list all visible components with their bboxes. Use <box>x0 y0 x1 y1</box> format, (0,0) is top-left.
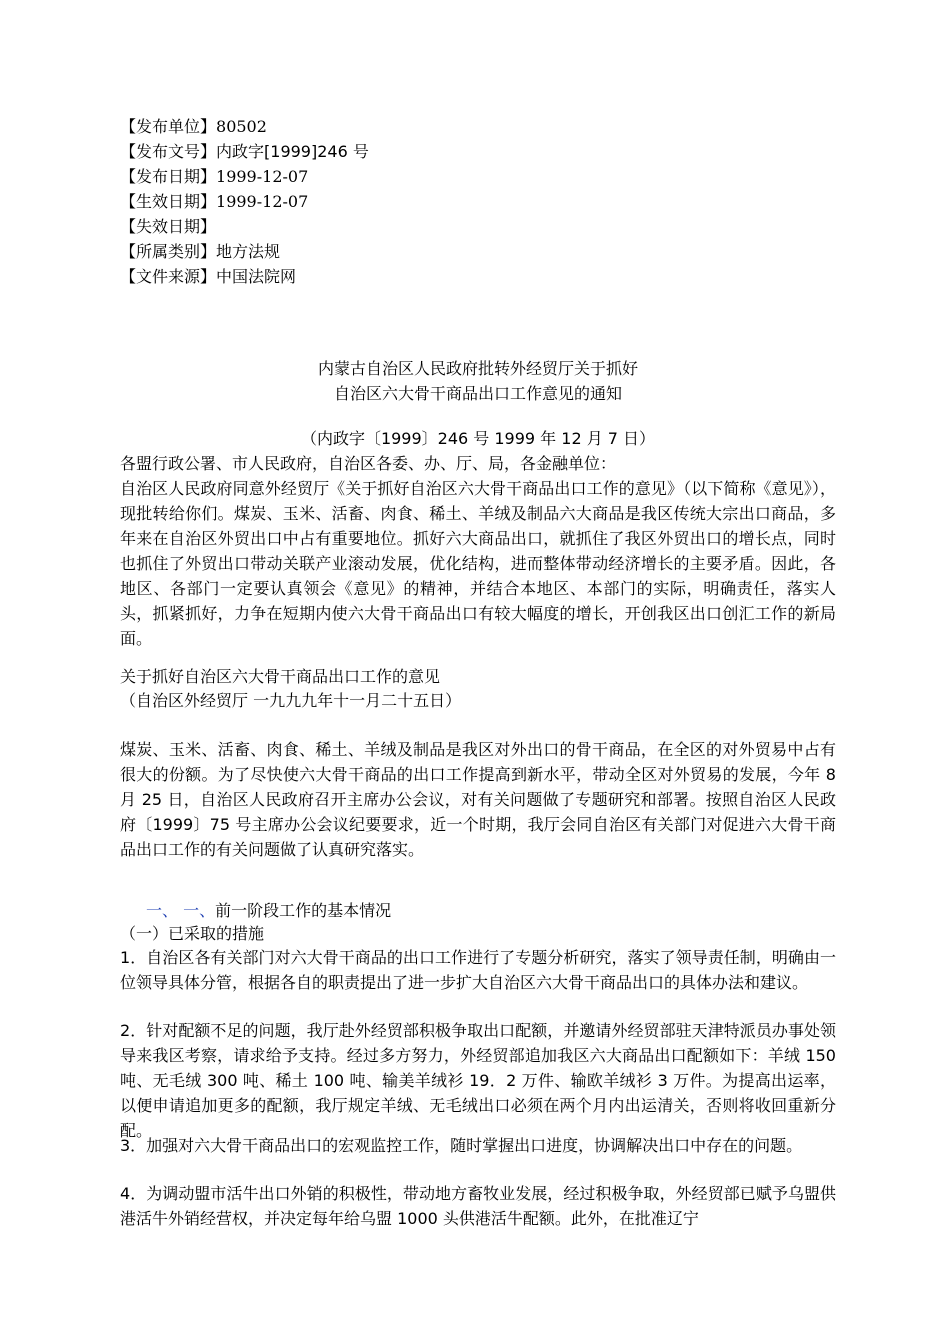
section-title: 前一阶段工作的基本情况 <box>215 901 392 920</box>
meta-row-issue-date <box>120 164 720 189</box>
document-number: （内政字〔1999〕246 号 1999 年 12 月 7 日） <box>300 429 656 448</box>
meta-label: 【生效日期】 <box>120 192 217 211</box>
notice-paragraph: 自治区人民政府同意外经贸厅《关于抓好自治区六大骨干商品出口工作的意见》（以下简称《意见》），现批转给你们。煤炭、玉米、活畜、肉食、稀土、羊绒及制品六大商品是我区传统大宗出口商品，多年来在自治区外贸出口中占有重要地位。抓好六大商品出口，就抓住了我区外贸出口的增长点，同时也抓住了外贸出口带动关联产业滚动发展，优化结构，进而整体带动经济增长的主要矛盾。因此，各地区、各部门一定要认真领会《意见》的精神，并结合本地区、本部门的实际，明确责任，落实人头，抓紧抓好，力争在短期内使六大骨干商品出口有较大幅度的增长，开创我区出口创汇工作的新局面。 <box>120 479 836 648</box>
meta-value: 中国法院网 <box>216 267 297 286</box>
meta-row-expiry-date <box>120 214 720 239</box>
measure-item-3: 3．加强对六大骨干商品出口的宏观监控工作，随时掌握出口进度，协调解决出口中存在的问题。 <box>120 1136 803 1155</box>
meta-value: 1999-12-07 <box>216 192 309 211</box>
meta-row-source <box>120 264 720 289</box>
document-title-line-2: 自治区六大骨干商品出口工作意见的通知 <box>333 384 622 403</box>
meta-value: 1999-12-07 <box>216 167 309 186</box>
meta-row-doc-number <box>120 139 720 164</box>
meta-label: 【所属类别】 <box>120 242 217 261</box>
meta-label: 【失效日期】 <box>120 217 217 236</box>
section-heading-1 <box>120 898 836 923</box>
document-title-line-1: 内蒙古自治区人民政府批转外经贸厅关于抓好 <box>317 359 638 378</box>
meta-label: 【文件来源】 <box>120 267 217 286</box>
measure-item-1: 1．自治区各有关部门对六大骨干商品的出口工作进行了专题分析研究，落实了领导责任制，明确由一位领导具体分管，根据各自的职责提出了进一步扩大自治区六大骨干商品出口的具体办法和建议。 <box>120 948 836 992</box>
meta-row-issuer <box>120 114 720 139</box>
opinion-intro-paragraph: 煤炭、玉米、活畜、肉食、稀土、羊绒及制品是我区对外出口的骨干商品，在全区的对外贸易中占有很大的份额。为了尽快使六大骨干商品的出口工作提高到新水平，带动全区对外贸易的发展，今年 8 月 25 日，自治区人民政府召开主席办公会议，对有关问题做了专题研究和部署。按照自治区人民政府〔1999〕75 号主席办公会议纪要要求，近一个时期，我厅会同自治区有关部门对促进六大骨干商品出口工作的有关问题做了认真研究落实。 <box>120 740 836 859</box>
addressee: 各盟行政公署、市人民政府，自治区各委、办、厅、局，各金融单位： <box>120 454 617 473</box>
meta-label: 【发布日期】 <box>120 167 217 186</box>
meta-label: 【发布文号】 <box>120 142 217 161</box>
opinion-source: （自治区外经贸厅 一九九九年十一月二十五日） <box>120 691 462 710</box>
meta-row-category <box>120 239 720 264</box>
metadata-block <box>120 114 720 289</box>
measure-item-2: 2．针对配额不足的问题，我厅赴外经贸部积极争取出口配额，并邀请外经贸部驻天津特派员办事处领导来我区考察，请求给予支持。经过多方努力，外经贸部追加我区六大商品出口配额如下：羊绒 150 吨、无毛绒 300 吨、稀土 100 吨、输美羊绒衫 19．2 万件、输欧羊绒衫 3 万件。为提高出运率，以便申请追加更多的配额，我厅规定羊绒、无毛绒出口必须在两个月内出运清关，否则将收回重新分配。 <box>120 1021 836 1140</box>
meta-label: 【发布单位】 <box>120 117 217 136</box>
meta-value: 地方法规 <box>216 242 281 261</box>
meta-value: 内政字[1999]246 号 <box>216 142 369 161</box>
section-number: 一、 一、 <box>146 901 216 920</box>
measure-item-4: 4．为调动盟市活牛出口外销的积极性，带动地方畜牧业发展，经过积极争取，外经贸部已赋予乌盟供港活牛外销经营权，并决定每年给乌盟 1000 头供港活牛配额。此外，在批准辽宁 <box>120 1184 836 1228</box>
meta-value: 80502 <box>216 117 267 136</box>
subsection-heading-1: （一）已采取的措施 <box>120 924 265 943</box>
meta-row-effective-date <box>120 189 720 214</box>
opinion-title: 关于抓好自治区六大骨干商品出口工作的意见 <box>120 667 441 686</box>
